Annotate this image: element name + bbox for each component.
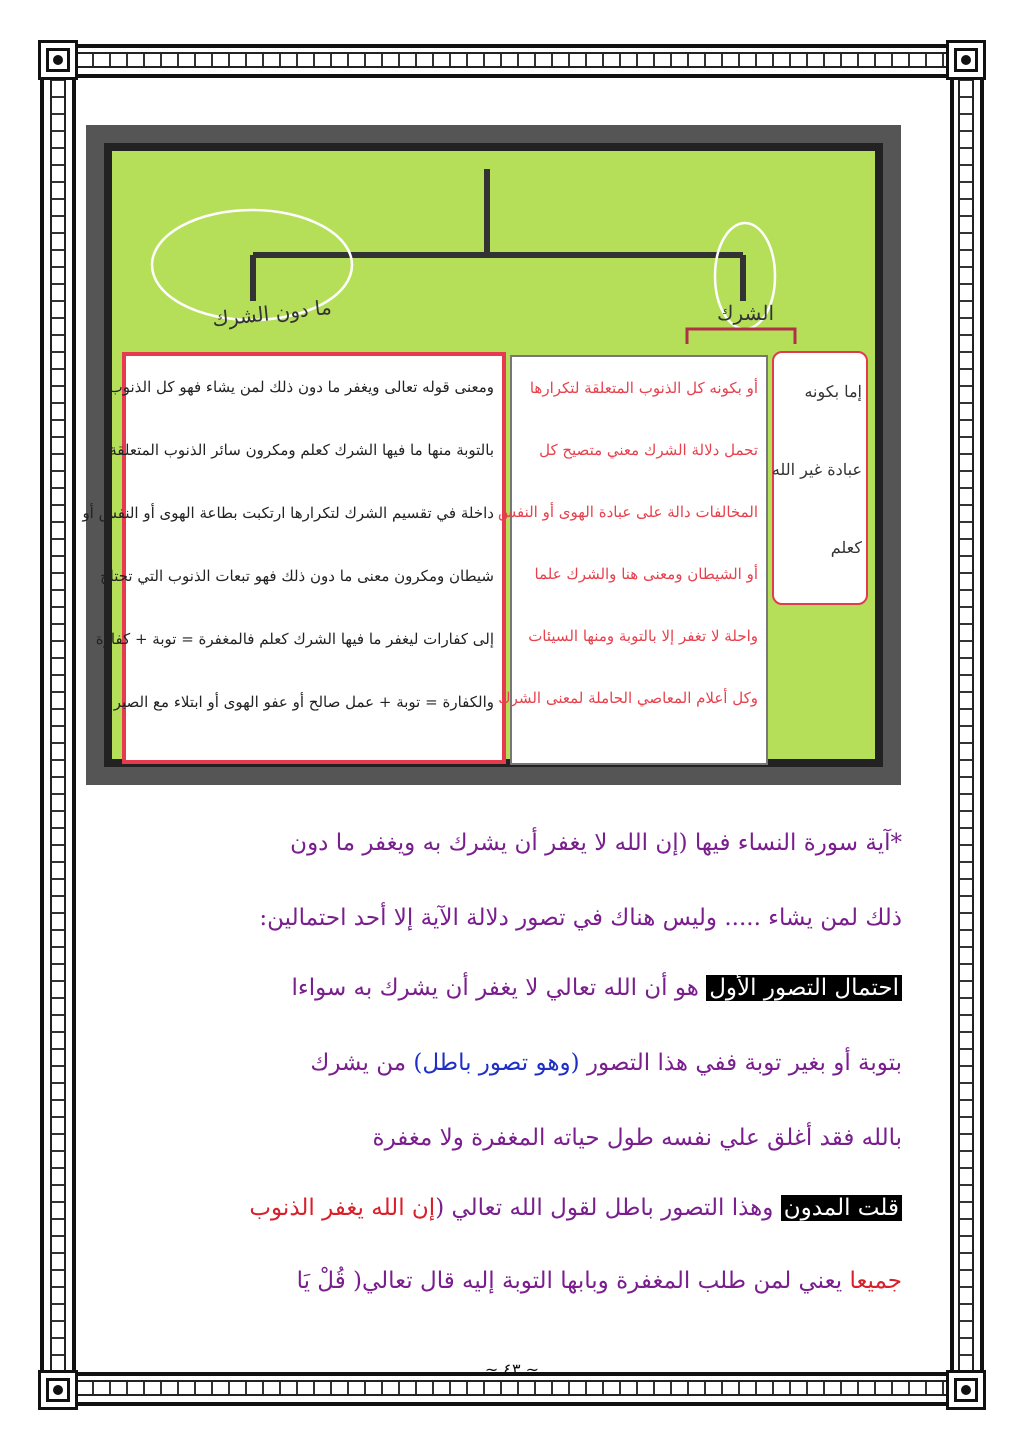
border-inner-top <box>58 74 966 78</box>
middle-box-line: المخالفات دالة على عبادة الهوى أو النفس <box>497 503 758 521</box>
diagram-canvas <box>82 151 875 759</box>
middle-box-line: واحلة لا تغفر إلا بالتوبة ومنها السيئات <box>528 627 758 645</box>
middle-box-line: أو بكونه كل الذنوب المتعلقة لتكرارها <box>529 379 758 397</box>
box-ma-doon-shirk <box>82 352 506 764</box>
border-outer-left <box>40 44 44 1406</box>
body-line-7: جميعا يعني لمن طلب المغفرة وبابها التوبة إليه قال تعالي( قُلْ يَا <box>296 1268 902 1294</box>
left-box-line: والكفارة = توبة + عمل صالح أو عفو الهوى أو ابتلاء مع الصبر <box>113 693 494 711</box>
left-box-line: إلى كفارات ليغفر ما فيها الشرك كعلم فالمغفرة = توبة + كفارة <box>95 630 494 648</box>
corner-ornament-top-left <box>38 40 78 80</box>
body-line-2: ذلك لمن يشاء ..... وليس هناك في تصور دلالة الآية إلا أحد احتمالين: <box>259 905 902 931</box>
box-shirk-worship <box>772 351 868 605</box>
border-outer-right <box>980 44 984 1406</box>
right-box-line: كعلم <box>830 538 862 557</box>
body-line-4: بتوبة أو بغير توبة ففي هذا التصور (وهو تصور باطل) من يشرك <box>310 1050 902 1076</box>
left-box-line: داخلة في تقسيم الشرك لتكرارها ارتكبت بطاعة الهوى أو النفس أو <box>82 504 494 522</box>
verse-quote: إن الله يغفر الذنوب <box>249 1195 436 1221</box>
box-shirk-sins <box>497 355 768 765</box>
border-strip-bottom <box>58 1380 966 1396</box>
highlight-author-note: قلت المدون <box>781 1195 902 1221</box>
border-strip-right <box>958 62 974 1384</box>
right-box-line: عبادة غير الله <box>771 460 862 479</box>
body-line-5: بالله فقد أغلق علي نفسه طول حياته المغفرة ولا مغفرة <box>372 1125 902 1151</box>
right-box-line: إما بكونه <box>804 382 862 401</box>
left-box-line: ومعنى قوله تعالى ويغفر ما دون ذلك لمن يشاء فهو كل الذنوب <box>108 378 494 396</box>
border-inner-right <box>950 62 954 1384</box>
border-strip-top <box>58 52 966 68</box>
corner-ornament-top-right <box>946 40 986 80</box>
label-shirk: الشرك <box>717 301 775 325</box>
left-box-line: شيطان ومكرون معنى ما دون ذلك فهو تبعات الذنوب التي تحتاج <box>99 567 494 585</box>
border-inner-left <box>72 62 76 1384</box>
border-strip-left <box>50 62 66 1384</box>
page-number: ~ ٤٣ ~ <box>484 1360 540 1379</box>
border-outer-top <box>40 44 984 48</box>
left-box-line: بالتوبة منها ما فيها الشرك كعلم ومكرون سائر الذنوب المتعلقة <box>109 441 494 459</box>
middle-box-line: وكل أعلام المعاصي الحاملة لمعنى الشرك <box>498 689 758 707</box>
body-line-1: *آية سورة النساء فيها (إن الله لا يغفر أن يشرك به ويغفر ما دون <box>290 830 902 856</box>
shirk-diagram <box>82 125 901 785</box>
label-ma-doon-shirk: ما دون الشرك <box>211 294 333 332</box>
body-line-3: احتمال التصور الأول هو أن الله تعالي لا يغفر أن يشرك به سواءا <box>122 975 902 1001</box>
middle-box-line: أو الشيطان ومعنى هنا والشرك علما <box>534 565 758 583</box>
middle-box-line: تحمل دلالة الشرك معني متصيح كل <box>539 441 758 459</box>
false-concept-note: (وهو تصور باطل) <box>413 1050 580 1076</box>
highlight-first-possibility: احتمال التصور الأول <box>706 975 902 1001</box>
border-outer-bottom <box>40 1402 984 1406</box>
body-line-6: قلت المدون وهذا التصور باطل لقول الله تعالي (إن الله يغفر الذنوب <box>122 1195 902 1221</box>
